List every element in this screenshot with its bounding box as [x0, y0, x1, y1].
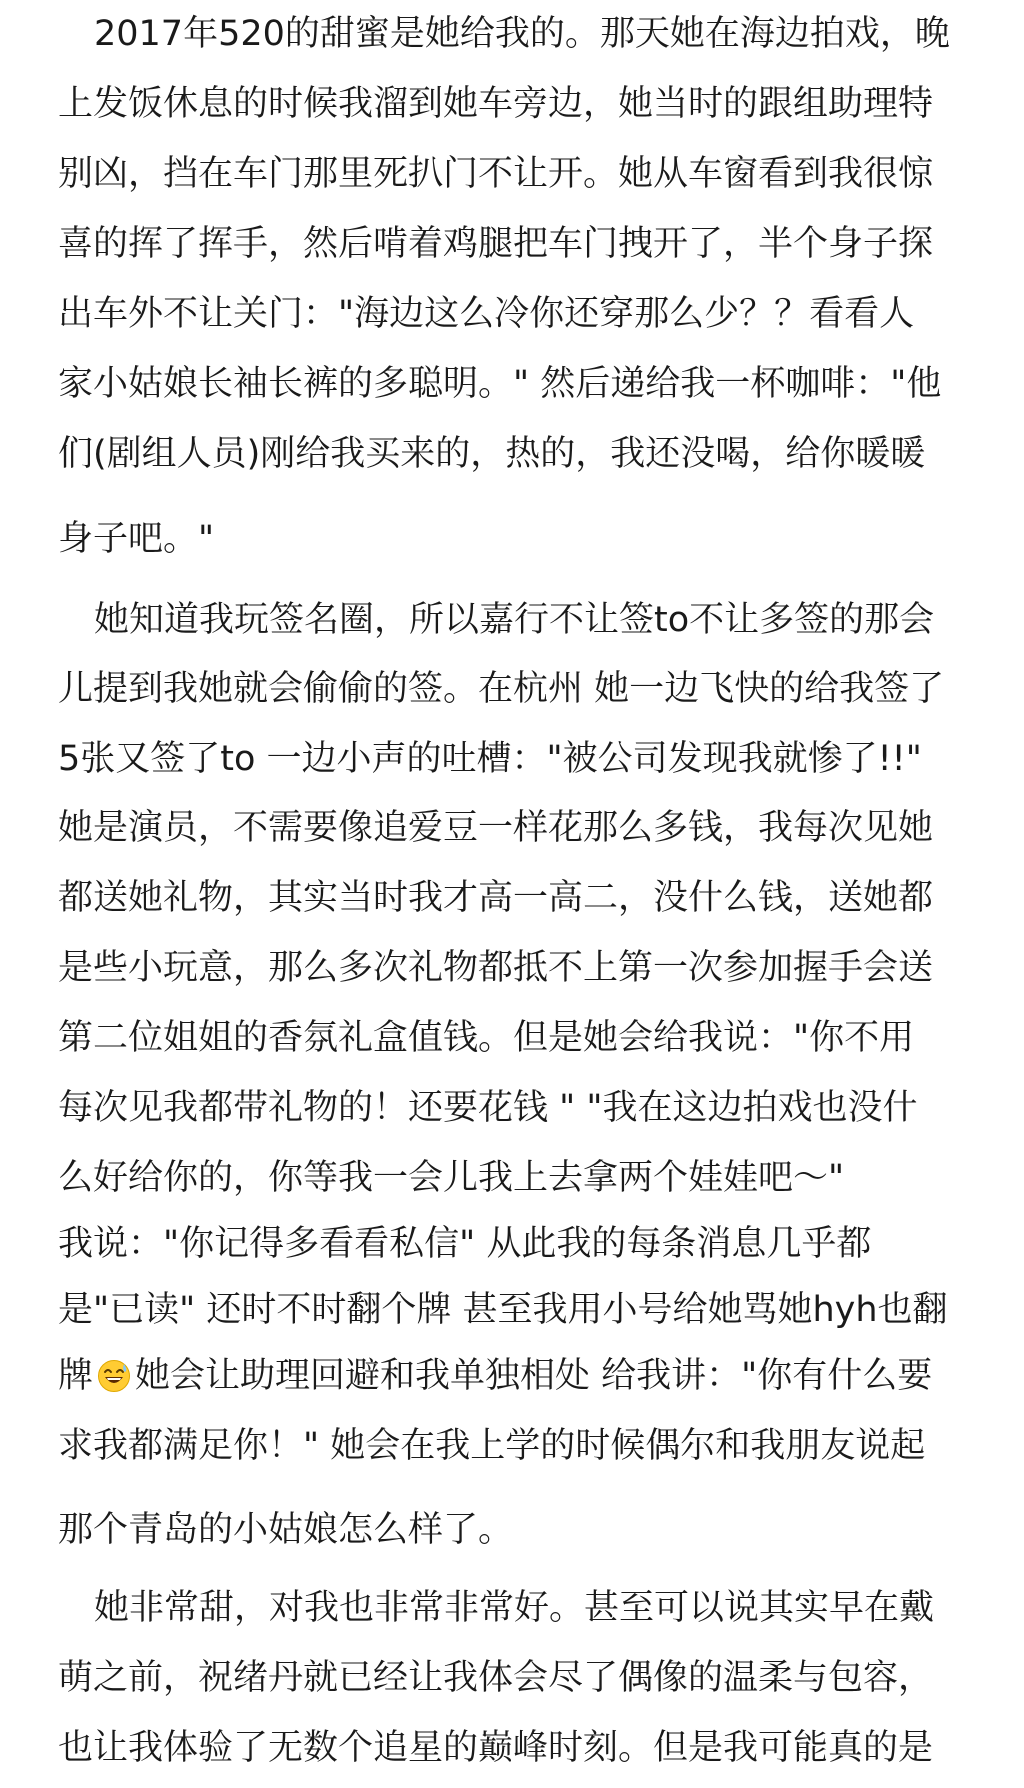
paragraph-2-line-5: 都送她礼物，其实当时我才高一高二，没什么钱，送她都 [58, 878, 934, 918]
paragraph-1-line-3: 别凶，挡在车门那里死扒门不让开。她从车窗看到我很惊 [58, 154, 934, 194]
paragraph-1-line-8: 身子吧。" [58, 519, 215, 559]
paragraph-2-line-14: 那个青岛的小姑娘怎么样了。 [58, 1510, 514, 1550]
paragraph-1-line-5: 出车外不让关门："海边这么冷你还穿那么少？？看看人 [58, 294, 915, 334]
paragraph-1-line-4: 喜的挥了挥手，然后啃着鸡腿把车门拽开了，半个身子探 [58, 224, 934, 264]
paragraph-3-line-3: 也让我体验了无数个追星的巅峰时刻。但是我可能真的是 [58, 1728, 934, 1768]
paragraph-1-line-6: 家小姑娘长袖长裤的多聪明。" 然后递给我一杯咖啡："他 [58, 364, 942, 404]
paragraph-2-line-1: 她知道我玩签名圈，所以嘉行不让签to不让多签的那会 [94, 600, 935, 640]
paragraph-2-line-12-rest: 她会让助理回避和我单独相处 给我讲："你有什么要 [135, 1356, 933, 1396]
paragraph-2-line-3: 5张又签了to 一边小声的吐槽："被公司发现我就惨了!!" [58, 739, 922, 779]
paragraph-2-line-9: 么好给你的，你等我一会儿我上去拿两个娃娃吧～" [58, 1158, 845, 1198]
paragraph-2-line-4: 她是演员，不需要像追爱豆一样花那么多钱，我每次见她 [58, 808, 934, 848]
paragraph-2-line-13: 求我都满足你！" 她会在我上学的时候偶尔和我朋友说起 [58, 1426, 926, 1466]
paragraph-2-line-8: 每次见我都带礼物的！还要花钱 " "我在这边拍戏也没什 [58, 1088, 918, 1128]
paragraph-1-line-7: 们(剧组人员)刚给我买来的，热的，我还没喝，给你暖暖 [58, 434, 926, 474]
paragraph-1-line-2: 上发饭休息的时候我溜到她车旁边，她当时的跟组助理特 [58, 84, 934, 124]
paragraph-2-line-2: 儿提到我她就会偷偷的签。在杭州 她一边飞快的给我签了 [58, 669, 945, 709]
paragraph-2-line-6: 是些小玩意，那么多次礼物都抵不上第一次参加握手会送 [58, 948, 934, 988]
paragraph-3-line-2: 萌之前，祝绪丹就已经让我体会尽了偶像的温柔与包容， [58, 1658, 934, 1698]
grinning-sweat-face-icon [97, 1359, 131, 1393]
paragraph-1-line-1: 2017年520的甜蜜是她给我的。那天她在海边拍戏，晚 [94, 14, 950, 54]
paragraph-3-line-1: 她非常甜，对我也非常非常好。甚至可以说其实早在戴 [94, 1588, 935, 1628]
paragraph-2-line-10: 我说："你记得多看看私信" 从此我的每条消息几乎都 [58, 1224, 872, 1264]
paragraph-2-line-12-start: 牌 [58, 1356, 94, 1396]
paragraph-2-line-11: 是"已读" 还时不时翻个牌 甚至我用小号给她骂她hyh也翻 [58, 1290, 948, 1330]
paragraph-2-line-7: 第二位姐姐的香氛礼盒值钱。但是她会给我说："你不用 [58, 1018, 915, 1058]
paragraph-2-line-12 [58, 1354, 932, 1398]
